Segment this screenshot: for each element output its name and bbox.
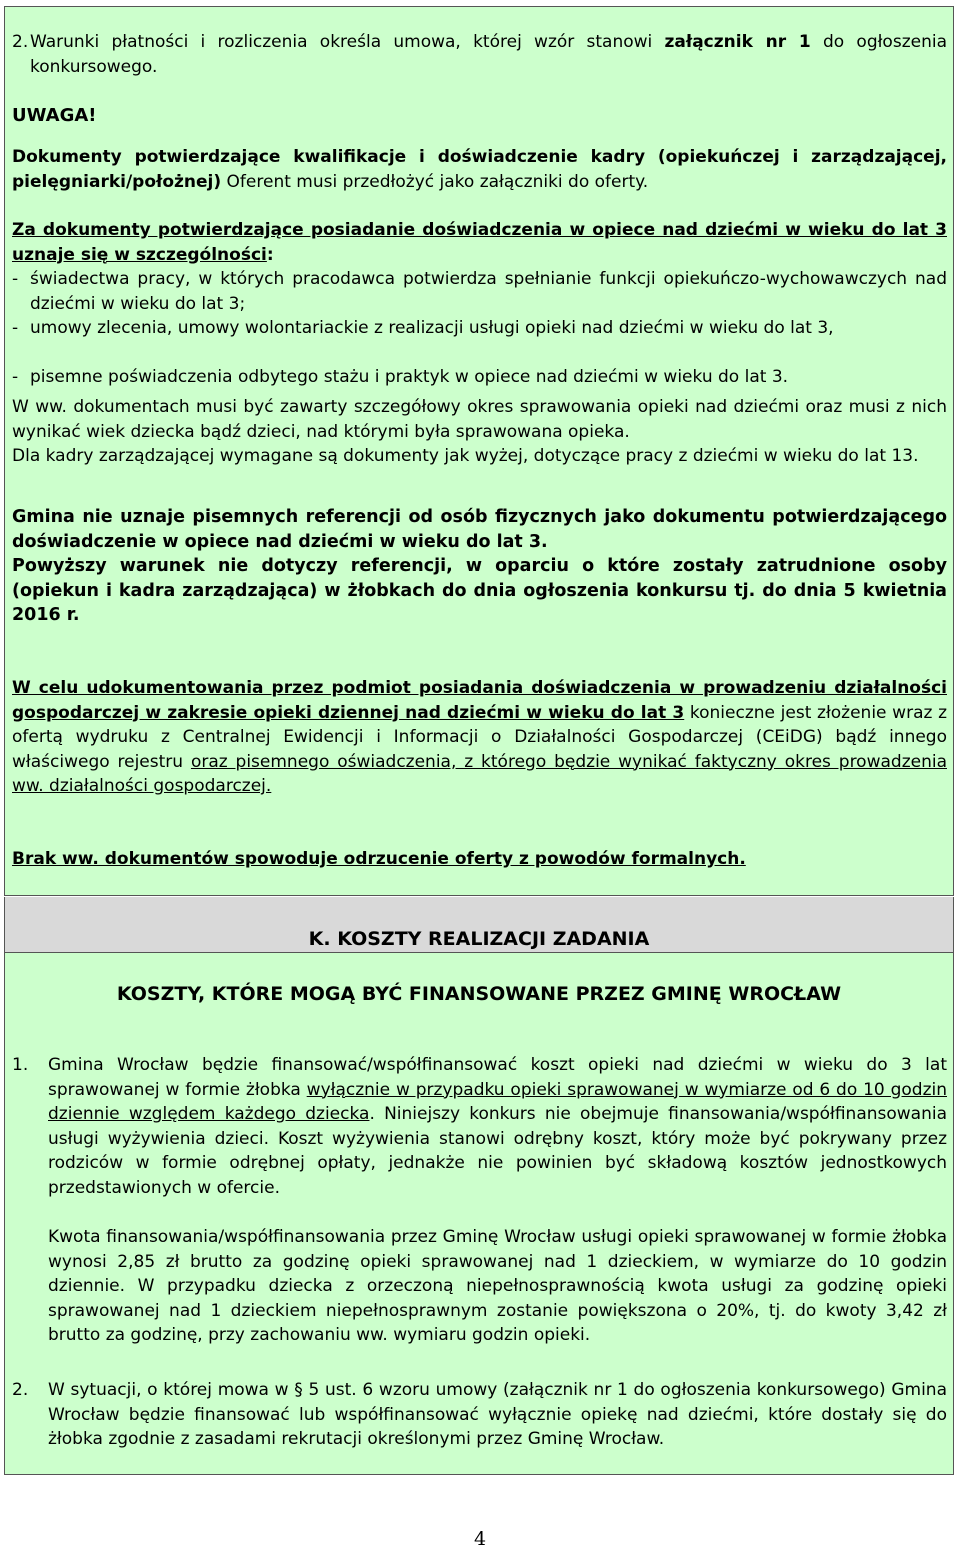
section-subtitle: KOSZTY, KTÓRE MOGĄ BYĆ FINANSOWANE PRZEZ GMINĘ WROCŁAW	[116, 983, 842, 1005]
documents-rest: Oferent musi przedłożyć jako załączniki do oferty.	[221, 171, 649, 192]
attachment-ref: załącznik nr 1	[664, 32, 811, 52]
cost-text: Gmina Wrocław będzie finansować/współfinansować koszt opieki nad dziećmi w wieku do 3 lat sprawowanej w formie żłobka	[48, 1055, 947, 1100]
business-experience-paragraph	[12, 676, 947, 799]
payment-terms-item	[12, 30, 947, 79]
list-item	[12, 316, 947, 341]
cost-amount-text: Kwota finansowania/współfinansowania przez Gminę Wrocław usługi opieki sprawowanej w formie żłobka wynosi 2,85 zł brutto za godzinę opieki sprawowanej nad 1 dzieckiem, w wymiarze do 10 godzin dziennie. W przypadku dziecka z orzeczoną niepełnosprawnością kwota usługi za godzinę opieki sprawowanej nad 1 dzieckiem niepełnosprawnym zostanie powiększona o 20%, tj. do kwoty 3,42 zł brutto za godzinę, przy zachowaniu ww. wymiaru godzin opieki.	[48, 1227, 947, 1345]
experience-heading	[12, 218, 947, 267]
list-item	[12, 267, 947, 316]
cost-item-1	[12, 1053, 947, 1200]
cost-condition: wyłącznie w przypadku opieki sprawowanej w wymiarze od 6 do 10 godzin dziennie względem każdego dziecka	[48, 1079, 947, 1124]
colon: :	[266, 244, 274, 265]
item-number: 1.	[12, 1055, 29, 1075]
section-title: K. KOSZTY REALIZACJI ZADANIA	[308, 928, 650, 950]
warning-heading: UWAGA!	[12, 105, 97, 126]
business-experience-underlined: oraz pisemnego oświadczenia, z którego będzie wynikać faktyczny okres prowadzenia ww. działalności gospodarczej.	[12, 751, 947, 796]
cost-item-2	[12, 1378, 947, 1452]
documents-paragraph	[12, 145, 947, 194]
cost-amount-paragraph	[12, 1225, 947, 1348]
bullet-text: umowy zlecenia, umowy wolontariackie z realizacji usługi opieki nad dziećmi w wieku do lat 3,	[30, 318, 834, 338]
bullet-dash: -	[12, 318, 19, 338]
item-number: 2.	[12, 32, 29, 52]
bullet-dash: -	[12, 269, 19, 289]
business-experience-bold: W celu udokumentowania przez podmiot posiadania doświadczenia w prowadzeniu działalności gospodarczej w zakresie opieki dziennej nad dziećmi w wieku do lat 3	[12, 678, 947, 723]
page-number: 4	[473, 1528, 487, 1550]
documents-bold: Dokumenty potwierdzające kwalifikacje i doświadczenie kadry (opiekuńczej i zarządzającej, pielęgniarki/położnej)	[12, 147, 947, 192]
bullet-dash: -	[12, 367, 19, 387]
rejection-warning: Brak ww. dokumentów spowoduje odrzucenie oferty z powodów formalnych.	[12, 849, 746, 869]
period-paragraph: W ww. dokumentach musi być zawarty szczegółowy okres sprawowania opieki nad dziećmi oraz musi z nich wynikać wiek dziecka bądź dzieci, nad którymi była sprawowana opieka.	[12, 397, 947, 442]
business-experience-mid: konieczne jest złożenie wraz z ofertą wydruku z Centralnej Ewidencji i Informacji o Działalności Gospodarczej (CEiDG) bądź innego właściwego rejestru	[12, 702, 947, 772]
cost-item-2-text: W sytuacji, o której mowa w § 5 ust. 6 wzoru umowy (załącznik nr 1 do ogłoszenia konkursowego) Gmina Wrocław będzie finansować lub współfinansować wyłącznie opiekę nad dziećmi, które dostały się do żłobka zgodnie z zasadami rekrutacji określonymi przez Gminę Wrocław.	[48, 1380, 947, 1449]
payment-text-end: do ogłoszenia konkursowego.	[30, 32, 947, 77]
item-number: 2.	[12, 1380, 29, 1400]
cost-text-rest: . Niniejszy konkurs nie obejmuje finansowania/współfinansowania usługi wyżywienia dzieci. Koszt wyżywienia stanowi odrębny koszt, który może być pokrywany przez rodziców w formie odrębnej opłaty, jednakże nie powinien być składową kosztów jednostkowych przedstawionych w ofercie.	[48, 1104, 947, 1198]
bullet-text: świadectwa pracy, w których pracodawca potwierdza spełnianie funkcji opiekuńczo-wychowawczych nad dziećmi w wieku do lat 3;	[30, 269, 947, 314]
management-paragraph: Dla kadry zarządzającej wymagane są dokumenty jak wyżej, dotyczące pracy z dziećmi w wieku do lat 13.	[12, 446, 919, 466]
exception-paragraph: Powyższy warunek nie dotyczy referencji, w oparciu o które zostały zatrudnione osoby (opiekun i kadra zarządzająca) w żłobkach do dnia ogłoszenia konkursu tj. do dnia 5 kwietnia 2016 r.	[12, 556, 947, 625]
experience-heading-text: Za dokumenty potwierdzające posiadanie doświadczenia w opiece nad dziećmi w wieku do lat 3 uznaje się w szczególności	[12, 220, 947, 265]
bullet-text: pisemne poświadczenia odbytego stażu i praktyk w opiece nad dziećmi w wieku do lat 3.	[30, 367, 789, 387]
references-paragraph: Gmina nie uznaje pisemnych referencji od osób fizycznych jako dokumentu potwierdzającego doświadczenie w opiece nad dziećmi w wieku do lat 3.	[12, 507, 947, 552]
list-item	[12, 365, 947, 390]
payment-text: Warunki płatności i rozliczenia określa umowa, której wzór stanowi	[30, 32, 665, 52]
